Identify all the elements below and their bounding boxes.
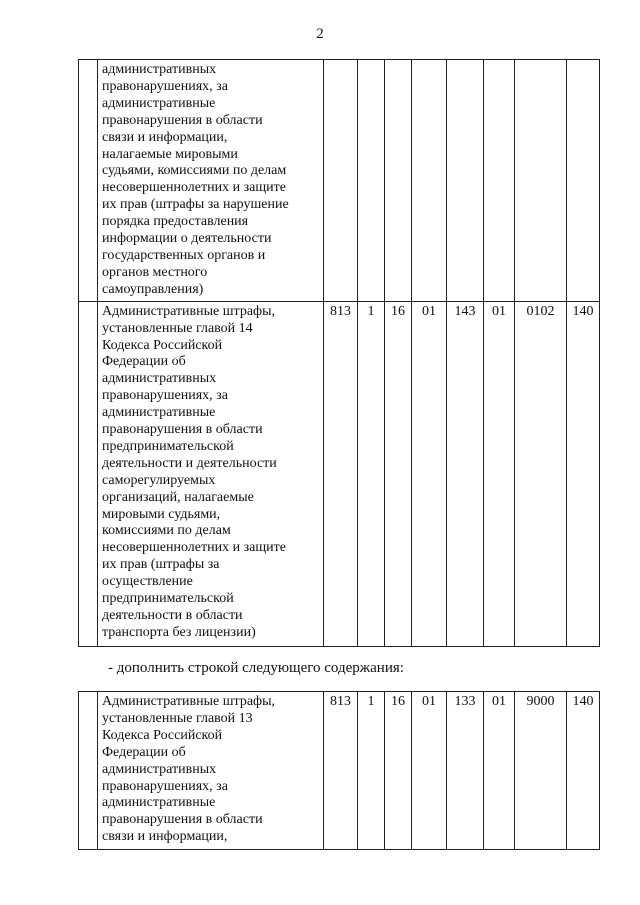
description-line: предпринимательской: [102, 438, 234, 454]
code-cell-subgroup: 16: [385, 301, 412, 646]
code-cell-administrator: 813: [324, 301, 358, 646]
description-line: правонарушения в области: [102, 422, 263, 438]
description-line: правонарушения в области: [102, 812, 263, 828]
description-line: связи и информации,: [102, 829, 228, 845]
description-cell: [98, 301, 324, 646]
code-cell-group: 1: [358, 692, 385, 850]
table-row: [79, 301, 600, 646]
code-cell-administrator: [324, 60, 358, 302]
description-line: судьями, комиссиями по делам: [102, 163, 287, 179]
description-line: административные: [102, 95, 216, 111]
code-cell-subarticle: [447, 60, 484, 302]
description-line: их прав (штрафы за: [102, 557, 220, 573]
description-line: Федерации об: [102, 744, 186, 760]
description-line: транспорта без лицензии): [102, 624, 256, 640]
description-line: деятельности в области: [102, 608, 243, 623]
code-cell-article: 01: [412, 301, 447, 646]
description-line: самоуправления): [102, 281, 204, 297]
description-line: Федерации об: [102, 354, 186, 370]
description-cell: [98, 60, 324, 302]
code-cell-subgroup: [385, 60, 412, 302]
description-line: правонарушениях, за: [102, 78, 228, 94]
instruction-paragraph: - дополнить строкой следующего содержания:: [108, 660, 404, 676]
table-row: [79, 692, 600, 850]
empty-cell: [79, 60, 98, 302]
description-line: правонарушениях, за: [102, 778, 228, 794]
empty-cell: [79, 692, 98, 850]
description-line: их прав (штрафы за нарушение: [102, 197, 289, 213]
description-line: правонарушения в области: [102, 112, 263, 128]
description-line: органов местного: [102, 264, 208, 280]
description-line: административные: [102, 795, 216, 811]
code-cell-group: 1: [358, 301, 385, 646]
code-cell-article: 01: [412, 692, 447, 850]
code-cell-element: [484, 60, 515, 302]
description-line: связи и информации,: [102, 129, 228, 145]
code-cell-subarticle: 143: [447, 301, 484, 646]
code-cell-group: [358, 60, 385, 302]
code-cell-subgroup: 16: [385, 692, 412, 850]
page-number: 2: [316, 26, 324, 42]
description-line: налагаемые мировыми: [102, 146, 238, 162]
code-cell-economic: [567, 60, 600, 302]
description-line: Кодекса Российской: [102, 727, 223, 743]
description-line: саморегулируемых: [102, 472, 216, 488]
description-line: осуществление: [102, 574, 193, 590]
code-cell-element: 01: [484, 692, 515, 850]
description-line: несовершеннолетних и защите: [102, 540, 286, 556]
description-cell: [98, 692, 324, 850]
code-cell-economic: 140: [567, 301, 600, 646]
description-line: порядка предоставления: [102, 214, 249, 230]
table-row: [79, 60, 600, 302]
description-line: предпринимательской: [102, 591, 234, 607]
description-line: правонарушениях, за: [102, 388, 228, 404]
budget-classification-table-continued: [78, 59, 600, 647]
description-line: организаций, налагаемые: [102, 489, 254, 505]
description-line: установленные главой 14: [102, 320, 253, 336]
code-cell-article: [412, 60, 447, 302]
description-line: Кодекса Российской: [102, 337, 223, 353]
code-cell-program: [515, 60, 567, 302]
description-line: установленные главой 13: [102, 710, 253, 726]
description-line: административных: [102, 62, 217, 77]
description-line: административные: [102, 405, 216, 421]
description-line: Административные штрафы,: [102, 694, 276, 709]
description-line: несовершеннолетних и защите: [102, 180, 286, 196]
description-line: административных: [102, 761, 217, 777]
code-cell-administrator: 813: [324, 692, 358, 850]
empty-cell: [79, 301, 98, 646]
description-line: государственных органов и: [102, 247, 266, 263]
code-cell-subarticle: 133: [447, 692, 484, 850]
code-cell-element: 01: [484, 301, 515, 646]
code-cell-program: 9000: [515, 692, 567, 850]
code-cell-economic: 140: [567, 692, 600, 850]
description-line: мировыми судьями,: [102, 506, 221, 522]
description-line: Административные штрафы,: [102, 303, 276, 319]
code-cell-program: 0102: [515, 301, 567, 646]
description-line: комиссиями по делам: [102, 523, 231, 539]
description-line: информации о деятельности: [102, 231, 272, 247]
budget-classification-table-added-row: [78, 691, 600, 850]
description-line: административных: [102, 371, 217, 387]
description-line: деятельности и деятельности: [102, 455, 277, 471]
